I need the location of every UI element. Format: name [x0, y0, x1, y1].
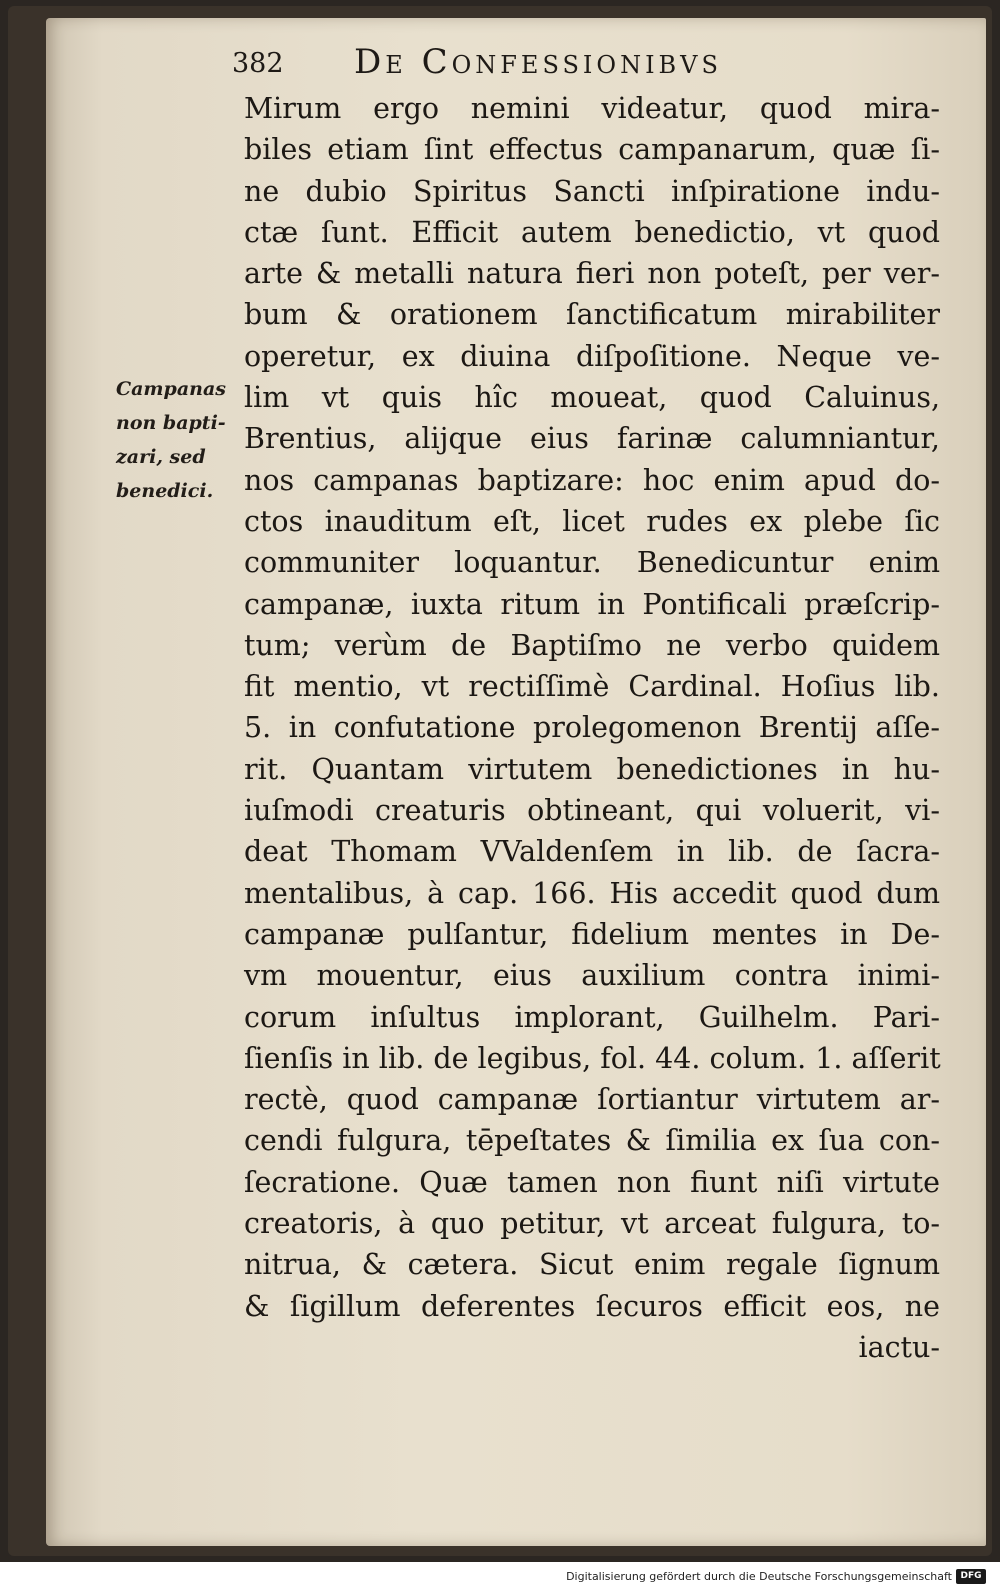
text-line: biles etiam ſint effectus campanarum, quæ ſi-: [244, 133, 940, 167]
dfg-logo: DFG: [956, 1569, 986, 1584]
marginal-note: [116, 372, 246, 508]
text-line: iuſmodi creaturis obtineant, qui voluerit, vi-: [244, 794, 940, 828]
text-line: mentalibus, à cap. 166. His accedit quod dum: [244, 876, 940, 910]
text-line: fit mentio, vt rectiſſimè Cardinal. Hoſius lib.: [244, 670, 940, 704]
text-line: deat Thomam VValdenſem in lib. de ſacra-: [244, 835, 940, 869]
text-line: corum inſultus implorant, Guilhelm. Pari-: [244, 1000, 940, 1034]
marginal-note-line: benedici.: [116, 480, 214, 502]
text-line: cendi fulgura, tēpeſtates & ſimilia ex ſua con-: [244, 1124, 940, 1158]
body-text: [244, 88, 940, 1368]
text-line: ſecratione. Quæ tamen non fiunt niſi virtute: [244, 1165, 940, 1199]
text-line: Mirum ergo nemini videatur, quod mira-: [244, 92, 940, 125]
text-line: communiter loquantur. Benedicuntur enim: [244, 546, 940, 580]
text-line: creatoris, à quo petitur, vt arceat fulgura, to-: [244, 1207, 940, 1241]
text-line: ctos inauditum eſt, licet rudes ex plebe ſic: [244, 504, 940, 538]
text-line: nos campanas baptizare: hoc enim apud do-: [244, 463, 940, 497]
text-line: ſienſis in lib. de legibus, fol. 44. colum. 1. aſſerit: [244, 1041, 941, 1075]
text-line: campanæ pulſantur, fidelium mentes in De-: [244, 917, 940, 951]
text-line: rit. Quantam virtutem benedictiones in hu-: [244, 752, 940, 786]
page-header: [232, 42, 932, 92]
marginal-note-line: zari, sed: [116, 446, 206, 468]
text-line: rectè, quod campanæ ſortiantur virtutem ar-: [244, 1083, 940, 1117]
marginal-note-line: Campanas: [116, 378, 226, 400]
text-line: lim vt quis hîc moueat, quod Caluinus,: [244, 381, 940, 415]
text-line: vm mouentur, eius auxilium contra inimi-: [244, 959, 940, 993]
text-line: tum; verùm de Baptiſmo ne verbo quidem: [244, 628, 940, 662]
text-line: nitrua, & cætera. Sicut enim regale ſignum: [244, 1248, 940, 1282]
text-line: campanæ, iuxta ritum in Pontificali præſcrip-: [244, 587, 940, 621]
text-line: ctæ ſunt. Efficit autem benedictio, vt quod: [244, 215, 940, 249]
text-line: 5. in confutatione prolegomenon Brentij aſſe-: [244, 711, 940, 745]
catchword: iactu-: [858, 1330, 940, 1364]
text-line: ne dubio Spiritus Sancti inſpiratione indu-: [244, 174, 940, 208]
marginal-note-line: non bapti-: [116, 412, 226, 434]
page-number: 382: [232, 48, 284, 79]
running-head: De Confessionibvs: [354, 42, 722, 82]
footer-bar: [0, 1562, 1000, 1592]
text-line: arte & metalli natura fieri non poteſt, per ver-: [244, 257, 940, 291]
text-line: operetur, ex diuina diſpoſitione. Neque ve-: [244, 339, 940, 373]
text-line: Brentius, alijque eius farinæ calumniantur,: [244, 422, 940, 456]
footer-credit: Digitalisierung gefördert durch die Deutsche Forschungsgemeinschaft: [566, 1570, 952, 1583]
text-line: & ſigillum deferentes ſecuros efficit eos, ne: [244, 1289, 940, 1323]
text-line: bum & orationem ſanctificatum mirabiliter: [244, 298, 940, 332]
